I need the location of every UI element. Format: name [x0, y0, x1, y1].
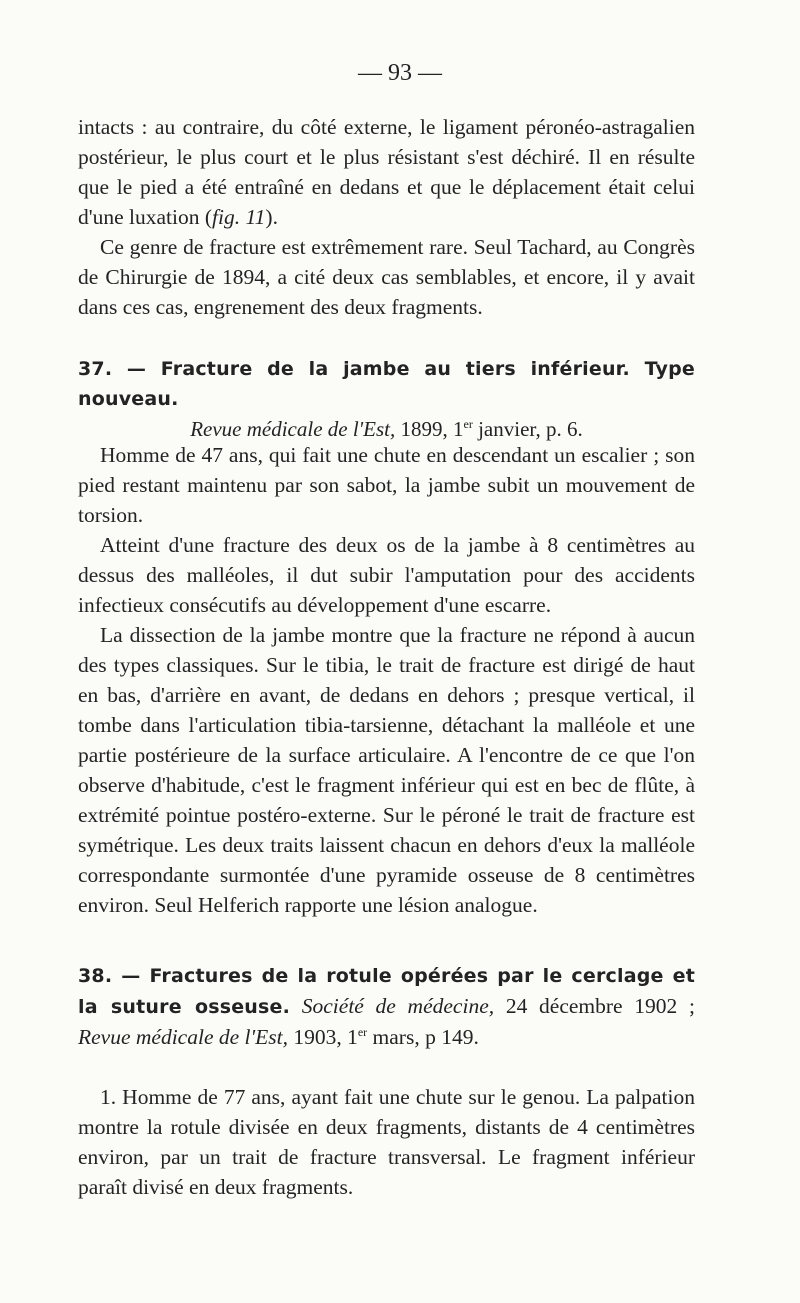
intro-block — [78, 112, 695, 322]
section-source: Revue médicale de l'Est, 1899, 1er janvier, p. 6. — [190, 417, 583, 441]
page-number: — 93 — — [358, 60, 442, 86]
section-37 — [78, 354, 695, 444]
paragraph: Ce genre de fracture est extrêmement rare. Seul Tachard, au Congrès de Chirurgie de 1894, a cité deux cas semblables, et encore, il y avait dans ces cas, engrenement des deux fragments. — [78, 235, 695, 319]
paragraph: intacts : au contraire, du côté externe, le ligament péronéo-astragalien postérieur, le plus court et le plus résistant s'est déchiré. Il en résulte que le pied a été entraîné en dedans et que le déplacement était celui d'une luxation (fig. 11). — [78, 115, 695, 229]
section-heading: 38. — Fractures de la rotule opérées par le cerclage et la suture osseuse. — [78, 965, 695, 1018]
paragraph: La dissection de la jambe montre que la fracture ne répond à aucun des types classiques. Sur le tibia, le trait de fracture est dirigé de haut en bas, d'arrière en avant, de dedans en dehors ; presque vertical, il tombe dans l'articulation tibia-tarsienne, détachant la malléole et une partie postérieure de la surface articulaire. A l'encontre de ce que l'on observe d'habitude, c'est le fragment inférieur qui est en bec de flûte, à extrémité pointue postéro-externe. Sur le péroné le trait de fracture est symétrique. Les deux traits laissent chacun en dehors d'eux la malléole correspondante surmontée d'une pyramide osseuse de 8 centimètres environ. Seul Helferich rapporte une lésion analogue. — [78, 623, 695, 917]
paragraph: Atteint d'une fracture des deux os de la jambe à 8 centimètres au dessus des malléoles, il dut subir l'amputation pour des accidents infectieux consécutifs au développement d'une escarre. — [78, 533, 695, 617]
figure-reference: fig. 11 — [212, 205, 266, 229]
section-38-body — [78, 1082, 695, 1202]
section-heading-block: 38. — Fractures de la rotule opérées par le cerclage et la suture osseuse. Société de médecine, 24 décembre 1902 ; Revue médicale de l'Est, 1903, 1er mars, p 149. — [78, 965, 695, 1049]
section-38 — [78, 960, 695, 1052]
section-37-body — [78, 440, 695, 920]
paragraph: 1. Homme de 77 ans, ayant fait une chute sur le genou. La palpation montre la rotule divisée en deux fragments, distants de 4 centimètres environ, par un trait de fracture transversal. Le fragment inférieur paraît divisé en deux fragments. — [78, 1085, 695, 1199]
paragraph: Homme de 47 ans, qui fait une chute en descendant un escalier ; son pied restant maintenu par son sabot, la jambe subit un mouvement de torsion. — [78, 443, 695, 527]
section-heading: 37. — Fracture de la jambe au tiers inférieur. Type nouveau. — [78, 358, 695, 410]
